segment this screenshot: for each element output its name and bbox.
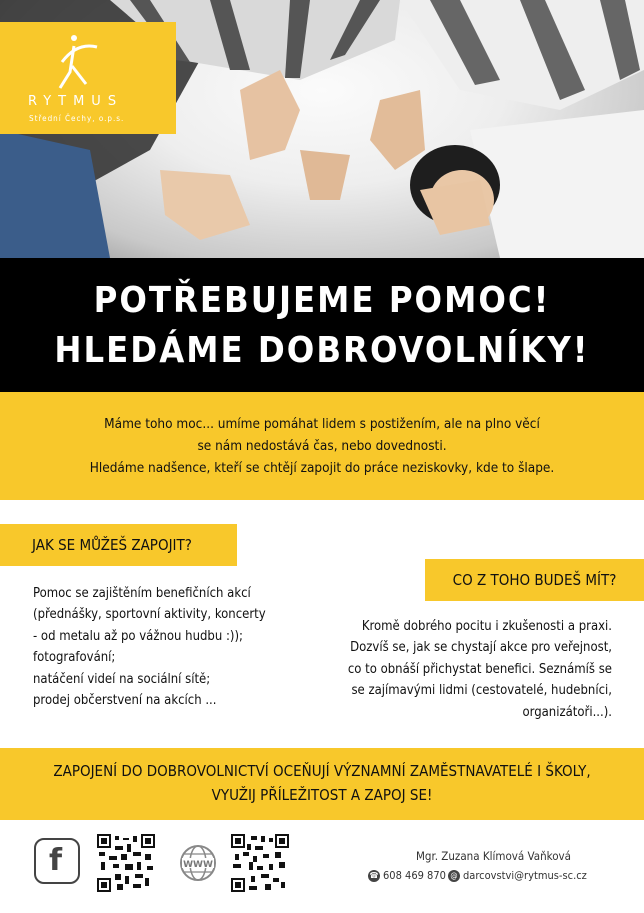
help-section-title-text: JAK SE MŮŽEŠ ZAPOJIT? [32,536,192,554]
logo-subtitle: Střední Čechy, o.p.s. [29,114,125,123]
contact-name: Mgr. Zuzana Klímová Vaňková [416,849,571,863]
email-address: darcovstvi@rytmus-sc.cz [463,869,587,882]
svg-text:WWW: WWW [183,860,213,870]
phone-contact[interactable] [368,869,446,882]
at-sign-icon: @ [448,870,460,882]
help-section-list [33,583,266,711]
email-contact[interactable] [448,869,587,882]
dancer-logo-icon [52,32,112,92]
help-section-title [0,524,237,566]
intro-line-1: Máme toho moc... umíme pomáhat lidem s postižením, ale na plno věcí [104,416,540,432]
benefit-line: Dozvíš se, jak se chystají akce pro veřejnost, [350,640,612,656]
headline-line-2: HLEDÁME DOBROVOLNÍKY! [54,330,590,371]
headline-banner [0,258,644,392]
benefit-section-title: CO Z TOHO BUDEŠ MÍT? [425,559,644,601]
bottom-banner [0,748,644,820]
bottom-banner-line-2: VYUŽIJ PŘÍLEŽITOST A ZAPOJ SE! [211,786,433,804]
globe-www-icon[interactable] [178,843,218,883]
benefit-line: Kromě dobrého pocitu i zkušenosti a praxi. [361,619,612,634]
website-qr-code [231,834,289,892]
benefit-line: se zajímavými lidmi (cestovatelé, hudebníci, [351,683,612,699]
headline-line-1: POTŘEBUJEME POMOC! [93,280,551,321]
benefit-section-list [348,616,612,723]
help-line: fotografování; [33,650,116,666]
phone-number: 608 469 870 [383,869,446,882]
phone-icon: ☎ [369,871,379,880]
help-line: prodej občerstvení na akcích ... [33,693,217,709]
intro-line-2: se nám nedostává čas, nebo dovednosti. [197,438,447,454]
help-line: natáčení videí na sociální sítě; [33,671,211,687]
benefit-line: organizátoři...). [522,704,612,720]
benefit-line: co to obnáší přichystat benefici. Seznámíš se [347,661,612,677]
help-line: - od metalu až po vážnou hudbu :)); [33,628,243,644]
facebook-qr-code [97,834,155,892]
intro-line-3: Hledáme nadšence, kteří se chtějí zapojit do práce neziskovky, kde to šlape. [89,460,555,476]
help-line: Pomoc se zajištěním benefičních akcí [33,586,251,601]
rytmus-logo [0,22,176,134]
help-line: (přednášky, sportovní aktivity, koncerty [33,607,266,623]
bottom-banner-line-1: ZAPOJENÍ DO DOBROVOLNICTVÍ OCEŇUJÍ VÝZNAMNÍ ZAMĚSTNAVATELÉ I ŠKOLY, [53,762,591,780]
logo-name: RYTMUS [28,94,124,109]
intro-box [0,392,644,500]
facebook-icon[interactable]: f [34,838,80,884]
